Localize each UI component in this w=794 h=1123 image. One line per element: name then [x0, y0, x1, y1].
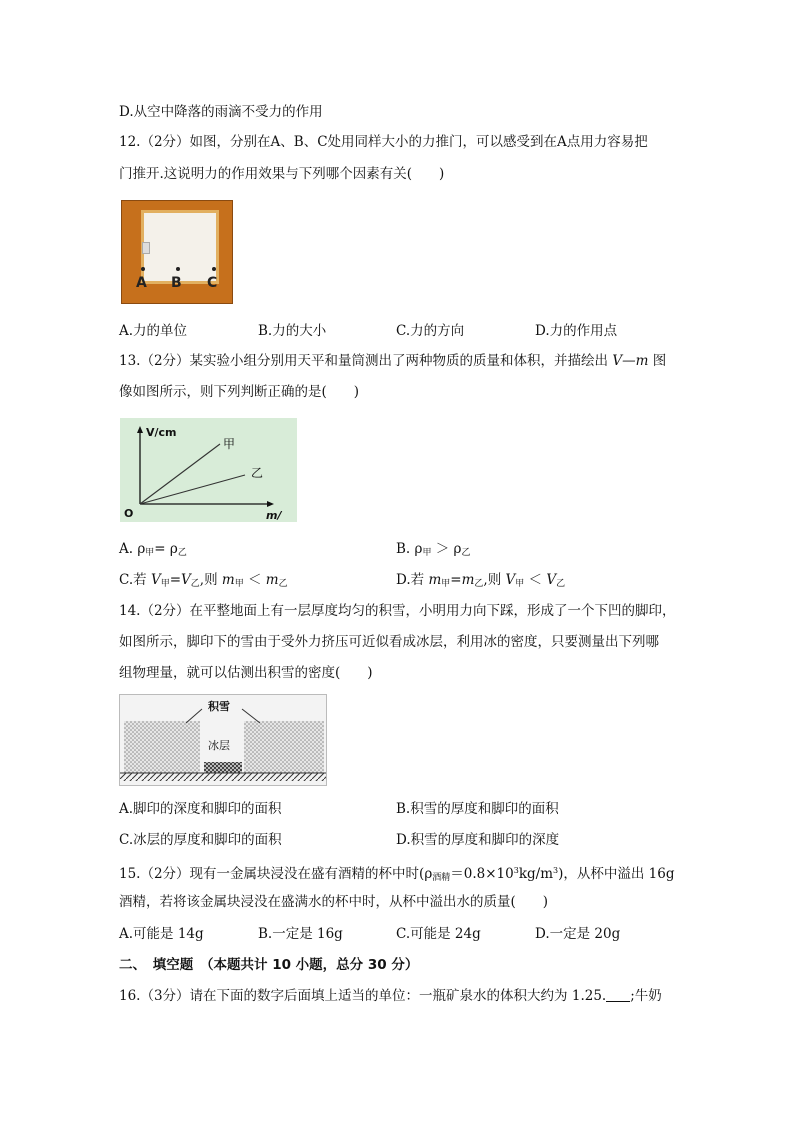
q15-stem-line1: 15.（2分）现有一金属块浸没在盛有酒精的杯中时$(\rho_{酒精}=0.8\times 10^3kg/m^3)$，从杯中溢出 16g [119, 866, 675, 883]
q12-option-c: C.力的方向 [396, 323, 465, 339]
snow-pointer-right [242, 709, 260, 723]
origin-label: O [124, 507, 134, 520]
snow-pointer-left [186, 709, 202, 723]
q12-option-b: B.力的大小 [258, 323, 327, 339]
q15-option-c: C.可能是 24g [396, 926, 481, 942]
q14-stem-line2: 如图所示，脚印下的雪由于受外力挤压可近似看成冰层，利用冰的密度，只要测量出下列哪 [119, 634, 659, 650]
q14-option-a: A.脚印的深度和脚印的面积 [119, 801, 282, 817]
snow-label: 积雪 [208, 700, 230, 713]
snow-layer-right [244, 721, 324, 773]
q14-option-c: C.冰层的厚度和脚印的面积 [119, 832, 282, 848]
x-axis-label: m/ [266, 509, 282, 522]
q12-option-d: D.力的作用点 [535, 323, 618, 339]
q15-stem-line2: 酒精，若将该金属块浸没在盛满水的杯中时，从杯中溢出水的质量( ) [119, 894, 549, 910]
q14-option-d: D.积雪的厚度和脚印的深度 [396, 832, 560, 848]
snow-layer-left [124, 721, 200, 773]
door-handle-icon [142, 242, 150, 254]
q14-stem-line3: 组物理量，就可以估测出积雪的密度( ) [119, 665, 373, 681]
q12-stem-line1: 12.（2分）如图，分别在A、B、C处用同样大小的力推门，可以感受到在A点用力容易把 [119, 134, 648, 150]
point-c-dot [212, 267, 216, 271]
q13-option-a: A. $\rho_甲= \rho_乙$ [119, 541, 187, 558]
q14-snow-figure [119, 694, 327, 786]
q15-option-d: D.一定是 20g [535, 926, 621, 942]
q13-option-d: D.若 $m_甲=m_乙$,则 $V_甲 < V_乙$ [396, 572, 566, 589]
q15-option-b: B.一定是 16g [258, 926, 343, 942]
q13-stem-line2: 像如图所示，则下列判断正确的是( ) [119, 384, 360, 400]
q13-option-c: C.若 $V_甲=V_乙$,则 $m_甲 < m_乙$ [119, 572, 288, 589]
y-axis-arrow [137, 426, 143, 433]
section-2-title: 二、 填空题 （本题共计 10 小题，总分 30 分） [119, 957, 419, 973]
ice-layer [204, 762, 242, 773]
ground [120, 773, 326, 781]
line-yi-label: 乙 [251, 466, 264, 480]
q12-option-a: A.力的单位 [119, 323, 188, 339]
q13-option-b: B. $\rho_甲 > \rho_乙$ [396, 541, 471, 558]
point-c-label: C [207, 275, 218, 291]
q13-stem-line1: 13.（2分）某实验小组分别用天平和量筒测出了两种物质的质量和体积，并描绘出 V—m 图 [119, 353, 667, 369]
q11-option-d: D.从空中降落的雨滴不受力的作用 [119, 104, 323, 120]
q13-vm-graph [120, 418, 297, 522]
q12-door-figure [121, 200, 233, 304]
q12-stem-line2: 门推开.这说明力的作用效果与下列哪个因素有关( ) [119, 166, 445, 182]
q16-stem-line1: 16.（3分）请在下面的数字后面填上适当的单位：一瓶矿泉水的体积大约为 1.25. ;牛奶 [119, 988, 662, 1004]
q14-stem-line1: 14.（2分）在平整地面上有一层厚度均匀的积雪，小明用力向下踩，形成了一个下凹的脚印， [119, 603, 676, 619]
q15-option-a: A.可能是 14g [119, 926, 204, 942]
x-axis-arrow [267, 501, 274, 507]
snow-figure-svg [120, 695, 326, 785]
line-jia-label: 甲 [223, 437, 236, 451]
point-a-dot [141, 267, 145, 271]
point-b-dot [176, 267, 180, 271]
q14-option-b: B.积雪的厚度和脚印的面积 [396, 801, 559, 817]
line-jia [140, 444, 220, 504]
door-glass-panel [141, 210, 219, 284]
ice-label: 冰层 [208, 739, 230, 752]
y-axis-label: V/cm [146, 426, 177, 439]
q16-blank-1[interactable] [606, 989, 630, 1002]
vm-graph-svg [120, 418, 297, 522]
point-b-label: B [171, 275, 182, 291]
line-yi [140, 475, 245, 504]
point-a-label: A [136, 275, 147, 291]
